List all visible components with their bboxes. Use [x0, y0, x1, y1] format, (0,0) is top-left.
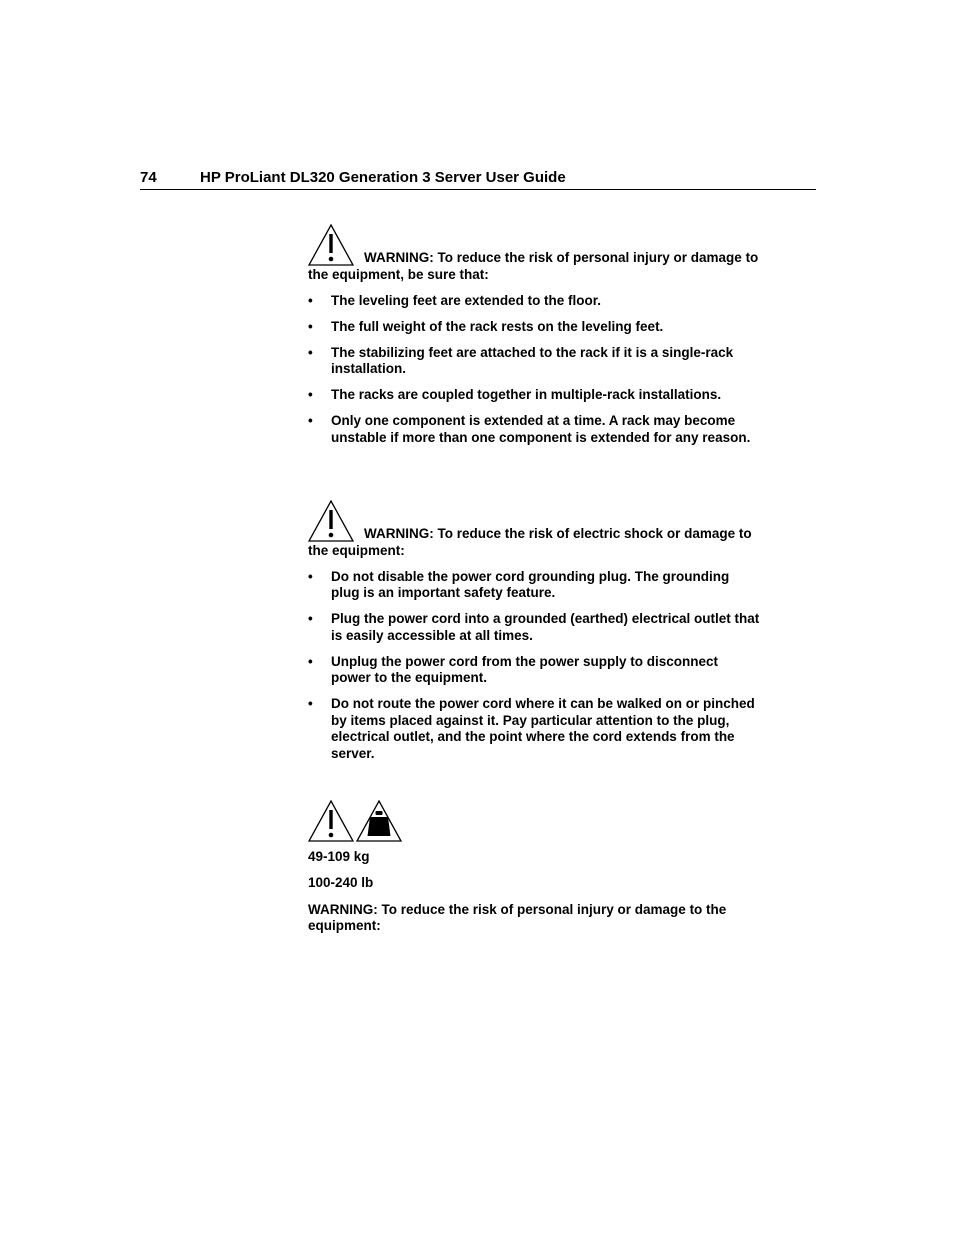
heavy-weight-icon [356, 800, 402, 842]
list-item: • Do not route the power cord where it can be walked on or pinched by items placed against it. Pay particular attention to the plug, electrical outlet, and the point where the cord extends from the server. [308, 696, 755, 761]
warning-1-list [308, 293, 760, 447]
list-item: • The leveling feet are extended to the floor. [308, 292, 602, 308]
weight-lb: 100-240 lb [308, 875, 374, 890]
weight-warning-lead: WARNING: To reduce the risk of personal injury or damage to the equipment: [308, 901, 727, 933]
list-item: • The stabilizing feet are attached to the rack if it is a single-rack installation. [308, 344, 734, 376]
warning-1-lead: WARNING: To reduce the risk of personal injury or damage to the equipment, be sure that: [308, 250, 759, 282]
list-item: • Only one component is extended at a time. A rack may become unstable if more than one component is extended for any reason. [308, 413, 751, 445]
list-item: • Plug the power cord into a grounded (earthed) electrical outlet that is easily accessible at all times. [308, 611, 760, 643]
guide-title: HP ProLiant DL320 Generation 3 Server User Guide [200, 169, 566, 186]
page-number: 74 [140, 169, 157, 186]
warning-triangle-icon [308, 800, 354, 842]
list-item: • The racks are coupled together in multiple-rack installations. [308, 387, 722, 402]
list-item: • Do not disable the power cord grounding plug. The grounding plug is an important safety feature. [308, 568, 730, 600]
warning-2-list [308, 569, 760, 763]
weight-kg: 49-109 kg [308, 849, 370, 864]
page-header [140, 168, 816, 190]
list-item: • The full weight of the rack rests on the leveling feet. [308, 318, 664, 334]
warning-2-lead: WARNING: To reduce the risk of electric shock or damage to the equipment: [308, 526, 752, 558]
list-item: • Unplug the power cord from the power supply to disconnect power to the equipment. [308, 653, 719, 685]
weight-warning-block [308, 800, 760, 935]
warning-block-2 [308, 500, 760, 762]
warning-block-1 [308, 224, 760, 446]
